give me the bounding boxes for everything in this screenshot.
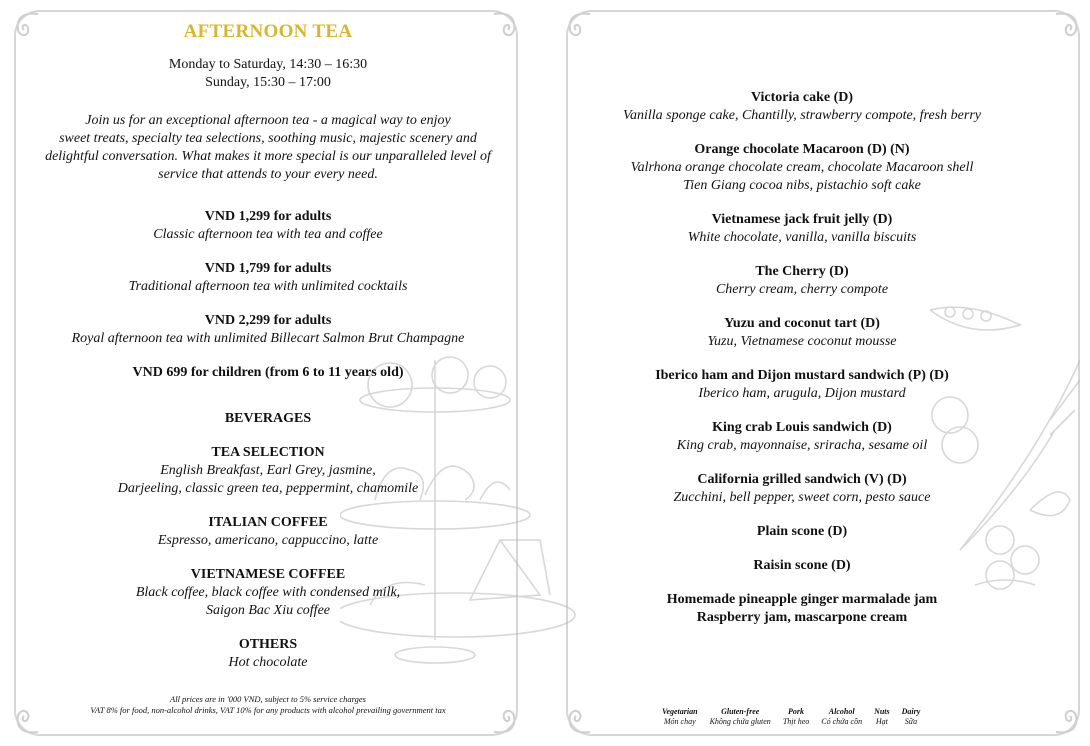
price-option [18, 208, 518, 244]
menu-item: The Cherry (D) Cherry cream, cherry compote [606, 263, 998, 299]
item-name: Victoria cake (D) [750, 90, 854, 105]
menu-item: Yuzu and coconut tart (D) Yuzu, Vietnamese coconut mousse [606, 315, 998, 351]
legend-item: Alcohol Có chứa cồn [821, 707, 863, 726]
corner-flourish-icon [1046, 702, 1086, 742]
item-name: Homemade pineapple ginger marmalade jam [666, 592, 938, 607]
menu-item: Iberico ham and Dijon mustard sandwich (P) (D) Iberico ham, arugula, Dijon mustard [606, 367, 998, 403]
price-footnote: All prices are in '000 VND, subject to 5% service charges VAT 8% for food, non-alcohol drinks, VAT 10% for any products with alcohol prevailing government tax [90, 694, 446, 715]
beverage-section: ITALIAN COFFEE Espresso, americano, cappuccino, latte [18, 514, 518, 550]
dietary-legend [662, 707, 920, 727]
beverage-section: TEA SELECTION English Breakfast, Earl Grey, jasmine, Darjeeling, classic green tea, peppermint, chamomile [18, 444, 518, 498]
legend-item: Pork Thịt heo [782, 707, 810, 726]
page-title: AFTERNOON TEA [183, 21, 353, 42]
menu-item: King crab Louis sandwich (D) King crab, mayonnaise, sriracha, sesame oil [606, 419, 998, 455]
corner-flourish-icon [560, 4, 600, 44]
beverage-section: VIETNAMESE COFFEE Black coffee, black coffee with condensed milk, Saigon Bac Xiu coffee [18, 566, 518, 620]
intro-text: Join us for an exceptional afternoon tea - a magical way to enjoy sweet treats, specialty tea selections, soothing music, majestic scenery and delightful conversation. What makes it more special is our unparalleled level of service that attends to your every need. [45, 113, 491, 182]
beverages-heading: BEVERAGES [224, 411, 312, 426]
legend-item: Nuts Hạt [874, 707, 890, 726]
menu-item: California grilled sandwich (V) (D) Zucchini, bell pepper, sweet corn, pesto sauce [606, 471, 998, 507]
item-name: Plain scone (D) [756, 524, 848, 539]
beverage-name: OTHERS [238, 637, 298, 652]
price-description: Traditional afternoon tea with unlimited cocktails [128, 279, 408, 294]
menu-item: Orange chocolate Macaroon (D) (N) Valrhona orange chocolate cream, chocolate Macaroon shell Tien Giang cocoa nibs, pistachio soft cake [606, 141, 998, 195]
menu-item [606, 557, 998, 575]
beverage-name: ITALIAN COFFEE [208, 515, 328, 530]
menu-items-page [606, 89, 998, 643]
legend-item: Vegetarian Món chay [662, 707, 698, 726]
legend-item: Dairy Sữa [901, 707, 921, 726]
item-name: Iberico ham and Dijon mustard sandwich (P) (D) [655, 368, 949, 383]
corner-flourish-icon [1046, 4, 1086, 44]
menu-item: Vietnamese jack fruit jelly (D) White chocolate, vanilla, vanilla biscuits [606, 211, 998, 247]
hours-sunday: Sunday, 15:30 – 17:00 [205, 75, 331, 90]
beverage-section: OTHERS Hot chocolate [18, 636, 518, 672]
price-option [18, 312, 518, 348]
corner-flourish-icon [560, 702, 600, 742]
beverage-name: VIETNAMESE COFFEE [190, 567, 346, 582]
price-label: VND 1,799 for adults [204, 261, 332, 276]
price-description: Classic afternoon tea with tea and coffee [153, 227, 383, 242]
item-name: Raspberry jam, mascarpone cream [696, 610, 908, 625]
price-label: VND 2,299 for adults [204, 313, 332, 328]
price-label: VND 1,299 for adults [204, 209, 332, 224]
item-name: Yuzu and coconut tart (D) [724, 316, 880, 331]
item-name: The Cherry (D) [755, 264, 849, 279]
price-label: VND 699 for children (from 6 to 11 years old) [132, 365, 404, 380]
hours-weekday: Monday to Saturday, 14:30 – 16:30 [168, 57, 368, 72]
menu-item [606, 591, 998, 627]
item-name: Orange chocolate Macaroon (D) (N) [694, 142, 910, 157]
item-name: King crab Louis sandwich (D) [712, 420, 892, 435]
afternoon-tea-page [18, 20, 518, 688]
price-option [18, 364, 518, 382]
legend-item: Gluten-free Không chứa gluten [709, 707, 771, 726]
price-description: Royal afternoon tea with unlimited Billecart Salmon Brut Champagne [71, 331, 465, 346]
item-name: Vietnamese jack fruit jelly (D) [711, 212, 893, 227]
menu-item: Victoria cake (D) Vanilla sponge cake, Chantilly, strawberry compote, fresh berry [606, 89, 998, 125]
item-name: California grilled sandwich (V) (D) [697, 472, 907, 487]
price-option [18, 260, 518, 296]
item-name: Raisin scone (D) [753, 558, 851, 573]
menu-item [606, 523, 998, 541]
beverage-name: TEA SELECTION [211, 445, 325, 460]
